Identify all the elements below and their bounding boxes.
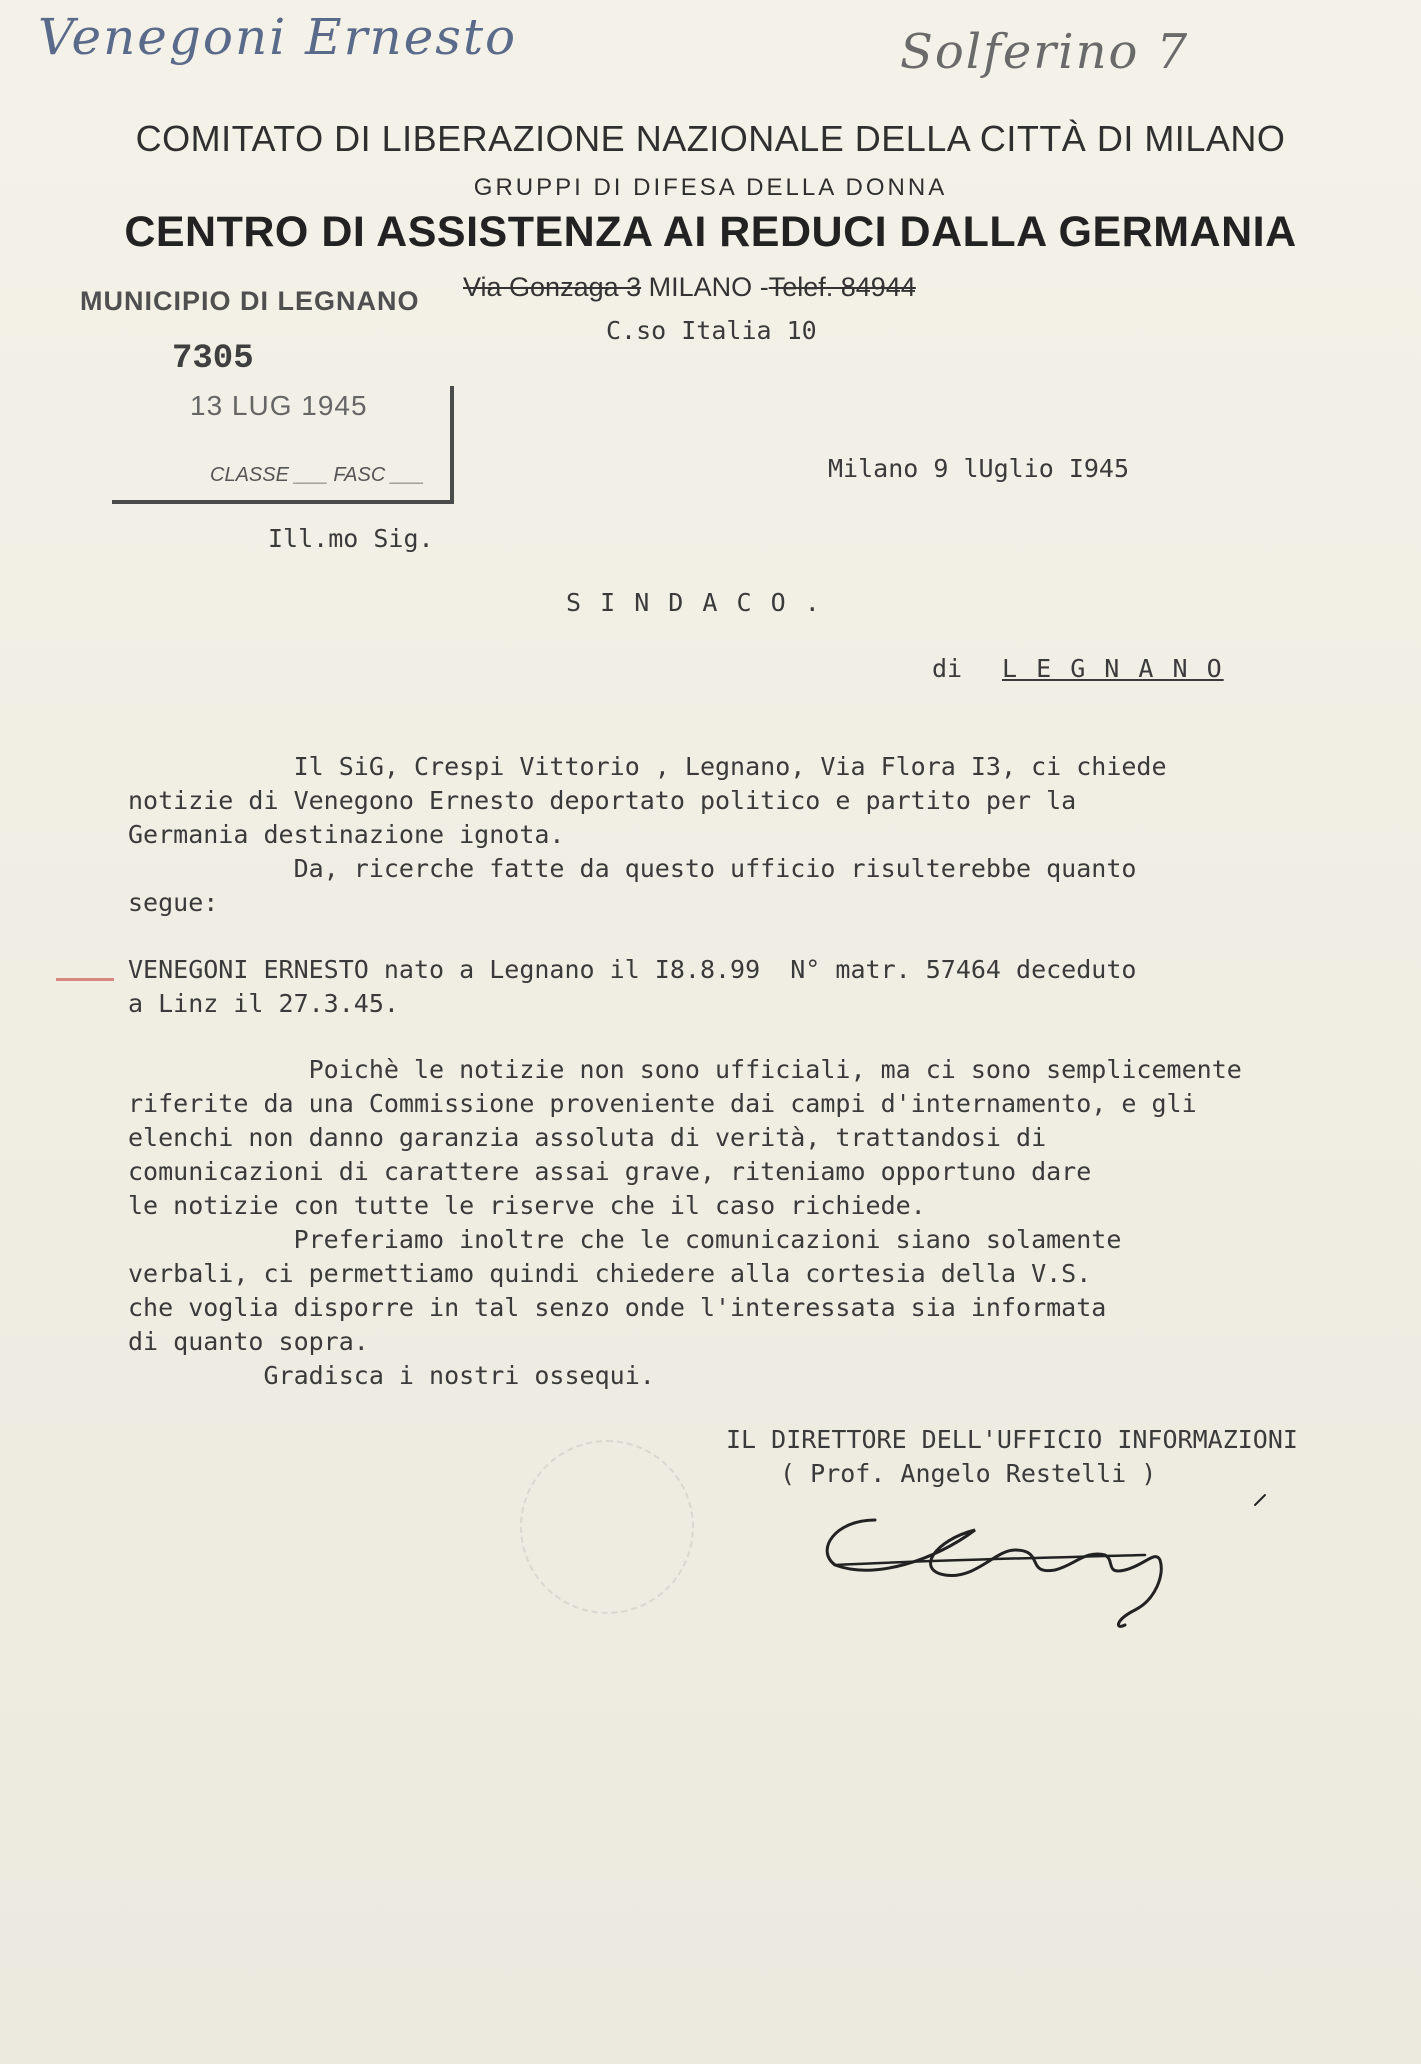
date-line: Milano 9 lUglio I945 [828,454,1130,483]
body-line: VENEGONI ERNESTO nato a Legnano il I8.8.99 N° matr. 57464 deceduto [128,955,1137,984]
handwritten-name: Venegoni Ernesto [38,8,518,66]
letterhead-group: GRUPPI DI DIFESA DELLA DONNA [473,174,948,201]
body-line: le notizie con tutte le riserve che il caso richiede. [128,1191,926,1220]
body-line: Da, ricerche fatte da questo ufficio risulterebbe quanto [128,854,1137,883]
recipient-place-prefix: di [932,654,963,683]
body-line: segue: [128,888,219,917]
body-line: verbali, ci permettiamo quindi chiedere alla cortesia della V.S. [128,1259,1092,1288]
body-line: notizie di Venegono Ernesto deportato politico e partito per la [128,786,1077,815]
handwritten-signature [815,1480,1275,1630]
recipient: S I N D A C O . [566,588,822,617]
stamp-title: MUNICIPIO DI LEGNANO [80,286,420,316]
body-line: Il SiG, Crespi Vittorio , Legnano, Via Flora I3, ci chiede [128,752,1167,781]
protocol-stamp [72,276,452,504]
body-line: Germania destinazione ignota. [128,820,565,849]
letterhead-committee: COMITATO DI LIBERAZIONE NAZIONALE DELLA CITTÀ DI MILANO [135,118,1286,159]
stamp-number: 7305 [172,340,254,378]
typed-new-address: C.so Italia 10 [606,316,817,345]
body-line: riferite da una Commissione proveniente dai campi d'internamento, e gli [128,1089,1197,1118]
body-line: Preferiamo inoltre che le comunicazioni siano solamente [128,1225,1122,1254]
body-line: comunicazioni di carattere assai grave, riteniamo opportuno dare [128,1157,1092,1186]
struck-phone: Telef. 84944 [768,272,916,302]
handwritten-address: Solferino 7 [900,24,1190,80]
address-city: MILANO [648,272,753,302]
stamp-date: 13 LUG 1945 [190,390,368,421]
body-line: a Linz il 27.3.45. [128,989,399,1018]
letterhead-center: CENTRO DI ASSISTENZA AI REDUCI DALLA GERMANIA [124,208,1297,256]
red-margin-mark [56,978,114,981]
body-line: Poichè le notizie non sono ufficiali, ma ci sono semplicemente [128,1055,1242,1084]
letterhead-address: Via Gonzaga 3 MILANO -Telef. 84944 [463,272,916,302]
signature-title: IL DIRETTORE DELL'UFFICIO INFORMAZIONI [726,1425,1298,1454]
body-line: che voglia disporre in tal senzo onde l'interessata sia informata [128,1293,1107,1322]
body-line: elenchi non danno garanzia assoluta di verità, trattandosi di [128,1123,1047,1152]
salutation: Ill.mo Sig. [268,524,434,553]
recipient-place: L E G N A N O [1002,654,1224,683]
body-line: di quanto sopra. [128,1327,369,1356]
signature-name: ( Prof. Angelo Restelli ) [780,1459,1157,1488]
stamp-footer: CLASSE ___ FASC ___ [210,464,425,486]
struck-street: Via Gonzaga 3 [463,272,642,302]
body-line: Gradisca i nostri ossequi. [128,1361,655,1390]
faint-round-stamp [520,1440,694,1614]
